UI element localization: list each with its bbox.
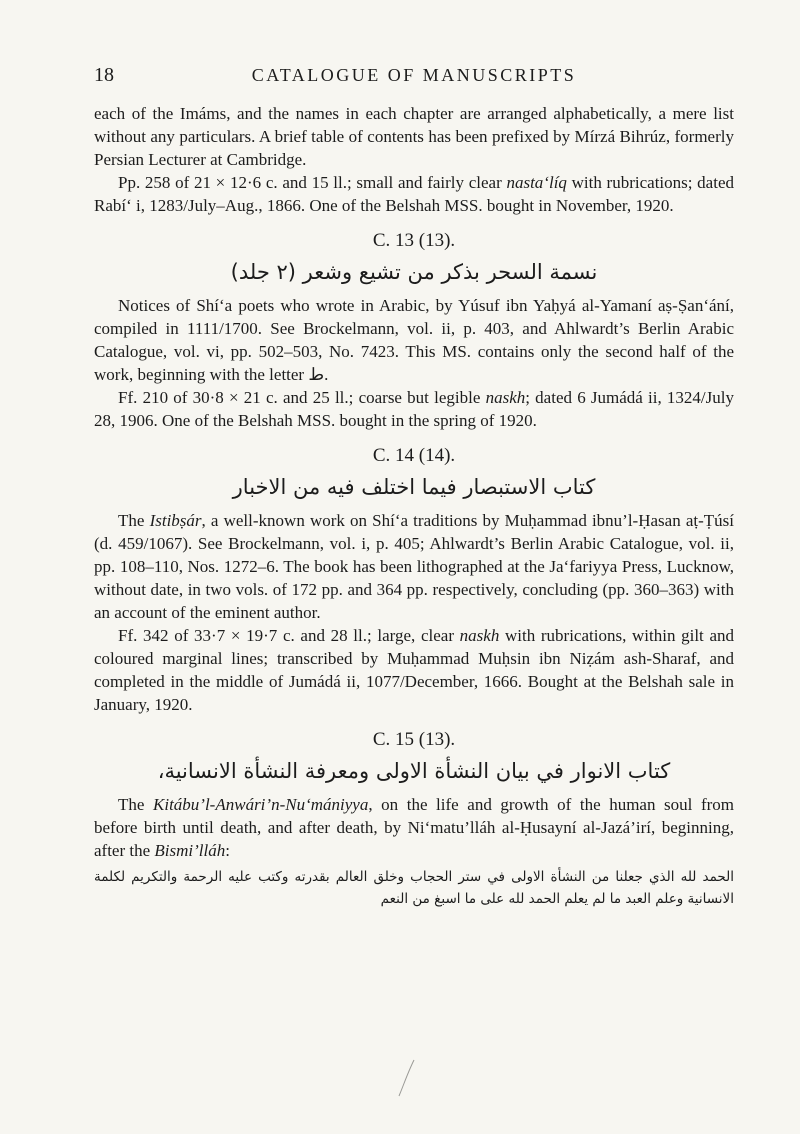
entry-15-description: The Kitábu’l-Anwári’n-Nu‘mániyya, on the life and growth of the human soul from before birth until death, and after death, by Ni‘matu’lláh al-Ḥusayní al-Jazá’irí, beginning, after the Bismi’lláh: [94,795,734,860]
page-body [94,102,734,918]
entry-15-arabic-title: كتاب الانوار في بيان النشأة الاولى ومعرفة النشأة الانسانية، [157,759,671,783]
pencil-mark-icon [396,1058,418,1098]
intro-physical-description: Pp. 258 of 21 × 12·6 c. and 15 ll.; small and fairly clear nasta‘líq with rubrications; dated Rabí‘ i, 1283/July–Aug., 1866. One of the Belshah MSS. bought in November, 1920. [94,173,734,215]
running-title: CATALOGUE OF MANUSCRIPTS [251,65,577,85]
entry-14-heading: C. 14 (14). [372,445,456,466]
entry-13-description: Notices of Shí‘a poets who wrote in Arabic, by Yúsuf ibn Yaḥyá al-Yamaní aṣ-Ṣan‘ání, compiled in 1111/1700. See Brockelmann, vol. ii, p. 403, and Ahlwardt’s Berlin Arabic Catalogue, vol. vi, pp. 502–503, No. 7423. This MS. contains only the second half of the work, beginning with the letter ط. [94,296,734,384]
entry-13-arabic-title: نسمة السحر بذكر من تشيع وشعر (٢ جلد) [230,260,598,284]
entry-13-heading: C. 13 (13). [372,230,456,251]
page-number: 18 [94,64,114,86]
entry-14-description: The Istibṣár, a well-known work on Shí‘a traditions by Muḥammad ibnu’l-Ḥasan aṭ-Ṭúsí (d. 459/1067). See Brockelmann, vol. i, p. 405; Ahlwardt’s Berlin Arabic Catalogue, vol. ii, pp. 108–110, Nos. 1272–6. The book has been lithographed at the Ja‘fariyya Press, Lucknow, without date, in two vols. of 172 pp. and 364 pp. respectively, concluding (pp. 360–363) with an account of the eminent author. [94,511,734,622]
running-header [94,64,734,94]
entry-15-heading: C. 15 (13). [372,729,456,750]
entry-14-physical: Ff. 342 of 33·7 × 19·7 c. and 28 ll.; large, clear naskh with rubrications, within gilt and coloured marginal lines; transcribed by Muḥammad Muḥsin ibn Niẓám ash-Sharaf, and completed in the middle of Jumádá ii, 1077/December, 1666. Bought at the Belshah sale in January, 1920. [94,626,734,714]
entry-13-physical: Ff. 210 of 30·8 × 21 c. and 25 ll.; coarse but legible naskh; dated 6 Jumádá ii, 1324/July 28, 1906. One of the Belshah MSS. bought in the spring of 1920. [94,388,734,430]
intro-paragraph: each of the Imáms, and the names in each chapter are arranged alphabetically, a mere list without any particulars. A brief table of contents has been prefixed by Mírzá Bihrúz, formerly Persian Lecturer at Cambridge. [94,104,734,169]
entry-14-arabic-title: كتاب الاستبصار فيما اختلف فيه من الاخبار [232,475,596,499]
entry-15-arabic-incipit: الحمد لله الذي جعلنا من النشأة الاولى في ستر الحجاب وخلق العالم بقدرته وكتب عليه الرحمة والتكريم لكلمة الانسانية وعلم العبد ما لم يعلم الحمد لله على ما اسبغ من النعم [94,869,734,907]
